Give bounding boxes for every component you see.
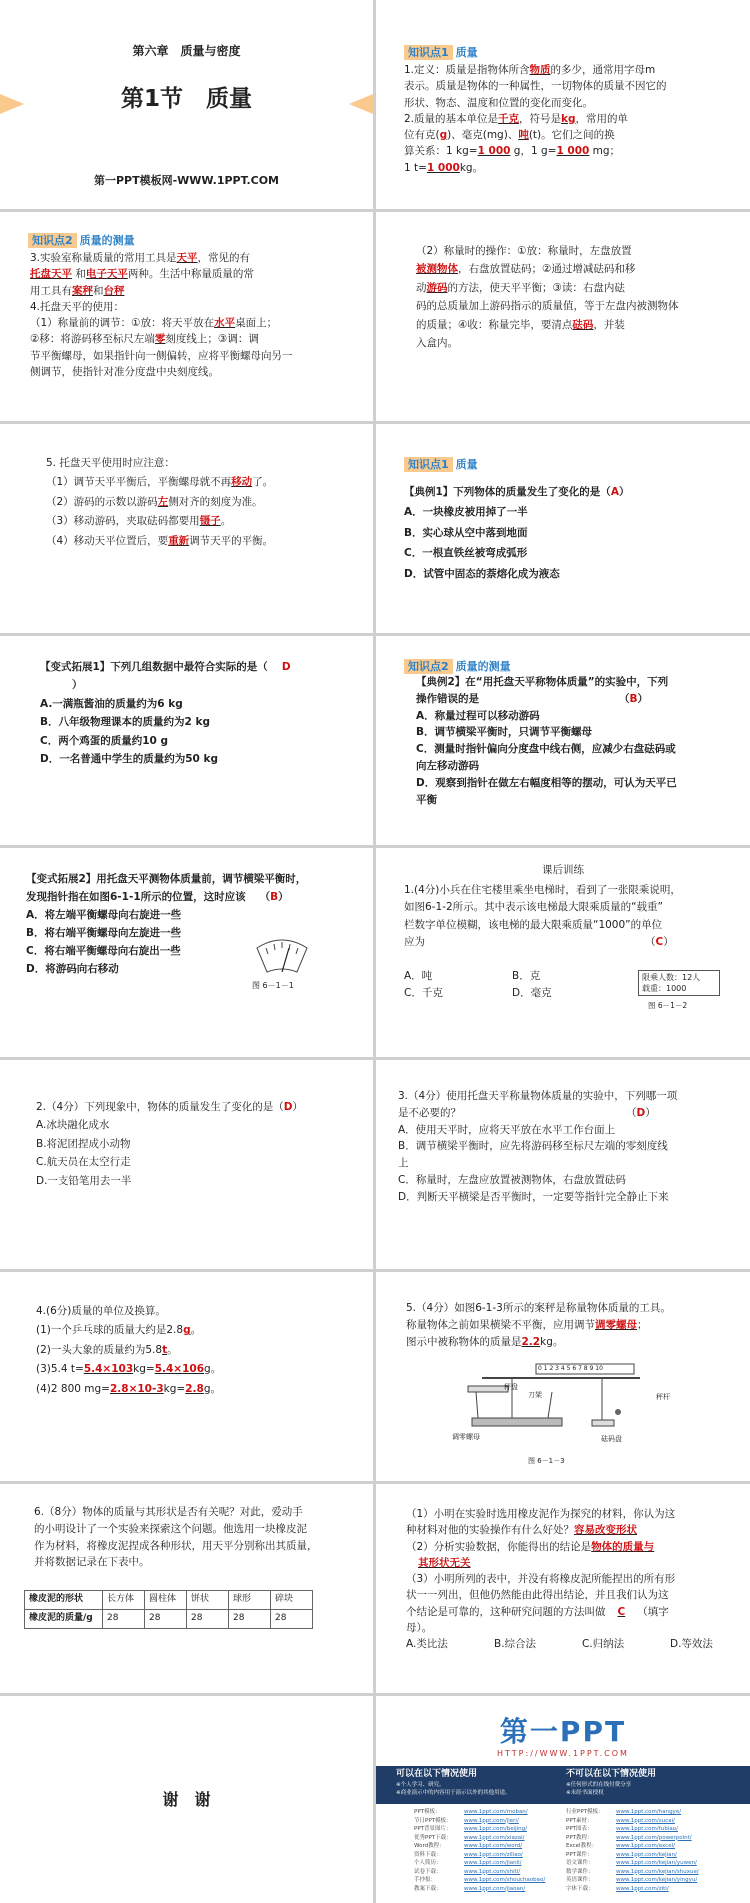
table-header-cell: 碎块: [271, 1591, 313, 1610]
brand-logo: 第一PPT: [499, 1715, 627, 1748]
resource-link-row: [414, 1842, 545, 1851]
tag-label: 知识点1: [404, 45, 453, 60]
clay-data-table: [24, 1590, 313, 1629]
resource-link-row: [414, 1859, 545, 1868]
slide-14-question-5: [376, 1272, 750, 1481]
resource-link[interactable]: www.1ppt.com/kejian/yingyu/: [616, 1877, 698, 1884]
thanks-text: 谢 谢: [162, 1790, 211, 1809]
label-knife-frame: 刀架: [528, 1391, 542, 1399]
resource-label: 资料下载：: [414, 1851, 442, 1858]
label-weight-pan: 砝码盘: [601, 1435, 622, 1443]
resource-link-row: [566, 1825, 699, 1834]
slide-1-cover: [0, 0, 373, 209]
resource-link-row: [414, 1851, 545, 1860]
question-6-subparts: （1）小明在实验时选用橡皮泥作为探究的材料，你认为这 种材料对他的实验操作有什么好处？容易改变形状 （2）分析实验数据，你能得出的结论是物体的质量与 其形状无关 （3）小明所列的表中，并没有将橡皮泥所能捏出的所有形 状一一列出，但他仍然能由此得出结论，并且我们认为这 个结论是可靠的，这种研究问题的方法叫做 C （填字 母）。 A.类比法 B.综合法 C.归纳法 D.等效法: [406, 1508, 713, 1651]
resource-link[interactable]: www.1ppt.com/kejian/yuwen/: [616, 1860, 697, 1867]
tag-subtitle: 质量: [455, 46, 478, 59]
resource-label: 数学课件：: [566, 1868, 594, 1875]
links-right: [566, 1808, 699, 1893]
variant-1-question: 【变式拓展1】下列几组数据中最符合实际的是（ D ） A.一满瓶酱油的质量约为6 kg B．八年级物理课本的质量约为2 kg C．两个鸡蛋的质量约10 g D．一名普通中学生的质量约为50 kg: [40, 661, 291, 765]
slide-12-question-3: [376, 1060, 750, 1269]
knowledge-tag: 知识点2 质量的测量: [28, 232, 135, 249]
resource-link[interactable]: www.1ppt.com/kejian/shuxue/: [616, 1868, 699, 1875]
resource-link-row: [414, 1868, 545, 1877]
table-cell: 28: [271, 1609, 313, 1628]
homework-title: 课后训练: [542, 864, 584, 876]
usage-banner: [376, 1766, 750, 1804]
figure-caption: 图 6－1－1: [252, 981, 294, 990]
question-6-text: 6.（8分）物体的质量与其形状是否有关呢？对此，爱动手 的小明设计了一个实验来探索这个问题。他选用一块橡皮泥 作为材料，将橡皮泥捏成各种形状，用天平分别称出其质量， 并将数据记录在下表中。: [34, 1506, 318, 1569]
table-header-cell: 长方体: [103, 1591, 145, 1610]
slide-4-weighing-steps: [376, 212, 750, 421]
resource-label: Excel教程：: [566, 1843, 598, 1850]
slide-7-variant-1: [0, 636, 373, 845]
table-header-cell: 球形: [229, 1591, 271, 1610]
resource-label: 字体下载：: [566, 1885, 594, 1892]
example-2-question: 【典例2】在“用托盘天平称物体质量”的实验中，下列 操作错误的是 （B） A．称量过程可以移动游码 B．调节横梁平衡时，只调节平衡螺母 C．测量时指针偏向分度盘中线右侧，应减少右盘砝码或 向左移动游码 D．观察到指针在做左右幅度相等的摆动，可认为天平已 平衡: [416, 676, 677, 806]
resource-link-row: [566, 1834, 699, 1843]
definition-text: 1.定义：质量是指物体所含物质的多少，通常用字母m 表示。质量是物体的一种属性，一切物体的质量不因它的 形状、物态、温度和位置的变化而变化。 2.质量的基本单位是千克，符号是kg，常用的单 位有克(g)、毫克(mg)、吨(t)。它们之间的换 算关系：1 kg=1 000 g，1 g=1 000 mg； 1 t=1 000kg。: [404, 64, 667, 174]
resource-link[interactable]: www.1ppt.com/kejian/: [616, 1851, 677, 1858]
question-3-text: 3.（4分）使用托盘天平称量物体质量的实验中，下列哪一项 是不必要的？ （D） A．使用天平时，应将天平放在水平工作台面上 B．调节横梁平衡时，应先将游码移至标尺左端的零刻度线 上 C．称量时，左盘应放置被测物体，右盘放置砝码 D．判断天平横梁是否平衡时，一定要等指针完全静止下来: [398, 1090, 678, 1203]
resource-link-row: [414, 1885, 545, 1894]
table-cell: 28: [103, 1609, 145, 1628]
resource-link[interactable]: www.1ppt.com/moban/: [464, 1809, 528, 1815]
resource-label: PPT教程：: [566, 1834, 593, 1841]
resource-link[interactable]: www.1ppt.com/tubiao/: [616, 1826, 678, 1833]
resource-link[interactable]: www.1ppt.com/jieri/: [464, 1817, 519, 1824]
resource-link-row: [414, 1808, 545, 1817]
table-row: [25, 1609, 313, 1628]
resource-label: PPT素材：: [566, 1817, 593, 1824]
resource-link[interactable]: www.1ppt.com/shouchaobao/: [464, 1877, 546, 1884]
table-header-cell: 圆柱体: [145, 1591, 187, 1610]
resource-link[interactable]: www.1ppt.com/shiti/: [464, 1868, 521, 1875]
resource-link[interactable]: www.1ppt.com/ziti/: [616, 1885, 669, 1892]
resource-label: Word教程：: [414, 1843, 445, 1850]
question-2-text: 2.（4分）下列现象中，物体的质量发生了变化的是（D） A.冰块融化成水 B.将泥团捏成小动物 C.航天员在太空行走 D.一支铅笔用去一半: [36, 1101, 303, 1187]
table-header-cell: 橡皮泥的形状: [25, 1591, 103, 1610]
resource-link-row: [566, 1808, 699, 1817]
slide-11-question-2: [0, 1060, 373, 1269]
slide-17-thanks: [0, 1696, 373, 1903]
resource-label: 节日PPT模板：: [414, 1817, 452, 1824]
label-pan: 秤盘: [504, 1383, 518, 1391]
resource-link-row: [414, 1834, 545, 1843]
table-header-cell: 饼状: [187, 1591, 229, 1610]
resource-link[interactable]: www.1ppt.com/excel/: [616, 1843, 675, 1850]
question-1-options: A．吨 B．克 C．千克 D．毫克: [404, 970, 552, 1000]
resource-label: 语文课件：: [566, 1860, 594, 1867]
slide-3-measuring: [0, 212, 373, 421]
resource-link[interactable]: www.1ppt.com/ziliao/: [464, 1851, 523, 1858]
notes-text: 5. 托盘天平使用时应注意： （1）调节天平平衡后，平衡螺母就不再移动了。 （2）游码的示数以游码左侧对齐的刻度为准。 （3）移动游码，夹取砝码都要用镊子。 （4）移动天平位置后，要重新调节天平的平衡。: [46, 457, 274, 547]
resource-link-row: [414, 1825, 545, 1834]
slide-2-knowledge-mass: [376, 0, 750, 209]
resource-link-row: [566, 1859, 699, 1868]
resource-link-row: [566, 1876, 699, 1885]
resource-link[interactable]: www.1ppt.com/xiazai/: [464, 1834, 525, 1841]
resource-label: PPT背景图片：: [414, 1826, 452, 1833]
slide-6-example-1: [376, 424, 750, 633]
table-cell: 橡皮泥的质量/g: [25, 1609, 103, 1628]
measuring-text: 3.实验室称量质量的常用工具是天平，常见的有 托盘天平 和电子天平两种。生活中称量质量的常 用工具有案秤和台秤 4.托盘天平的使用： （1）称量前的调节：①放：将天平放在水平桌面上； ②移：将游码移至标尺左端零刻度线上；③调：调 节平衡螺母，如果指针向一侧偏转，应将平衡螺母向另一 侧调节，使指针对准分度盘中央刻度线。: [30, 252, 293, 378]
label-zero-nut: 调零螺母: [452, 1433, 480, 1441]
links-left: [414, 1808, 545, 1893]
resource-link[interactable]: www.1ppt.com/word/: [464, 1843, 523, 1850]
slide-16-question-6-cont: [376, 1484, 750, 1693]
beam-scale-label: 0 1 2 3 4 5 6 7 8 9 10: [538, 1365, 603, 1372]
slide-9-variant-2: [0, 848, 373, 1057]
label-beam: 秤杆: [656, 1393, 670, 1401]
resource-label: PPT课件：: [566, 1851, 593, 1858]
resource-label: 英语课件：: [566, 1877, 594, 1884]
pointer-dial-figure: [252, 934, 312, 978]
slide-5-notes: [0, 424, 373, 633]
resource-label: PPT模板：: [414, 1809, 441, 1815]
allowed-list: ※个人学习、研究。 ※商业演示中的内容用于演示以外的其他用途。: [396, 1782, 511, 1797]
slide-8-example-2: [376, 636, 750, 845]
resource-label: 优秀PPT下载：: [414, 1834, 452, 1841]
resource-label: 手抄报：: [414, 1877, 437, 1884]
resource-link-row: [414, 1817, 545, 1826]
resource-link-row: [566, 1817, 699, 1826]
resource-link-row: [414, 1876, 545, 1885]
knowledge-tag: 知识点2 质量的测量: [404, 658, 511, 675]
knowledge-tag: [404, 44, 478, 61]
weighing-text: （2）称量时的操作：①放：称量时，左盘放置 被测物体，右盘放置砝码；②通过增减砝码和移 动游码的方法，使天平平衡；③读：右盘内砝 码的总质量加上游码指示的质量值，等于左盘内被测物体 的质量；④收：称量完毕，要清点砝码，并装 入盒内。: [416, 245, 679, 349]
slide-10-homework-1: [376, 848, 750, 1057]
resource-link-row: [566, 1868, 699, 1877]
question-5-text: 5.（4分）如图6-1-3所示的案秤是称量物体质量的工具。 称量物体之前如果横梁不平衡，应用调节调零螺母； 图示中被称物体的质量是2.2kg。: [406, 1302, 671, 1348]
section-title: 第1节 质量: [120, 86, 252, 112]
resource-label: 个人简历：: [414, 1860, 442, 1867]
table-header-row: [25, 1591, 313, 1610]
knowledge-tag: 知识点1 质量: [404, 456, 478, 473]
resource-link-row: [566, 1885, 699, 1894]
slide-15-question-6: [0, 1484, 373, 1693]
table-cell: 28: [229, 1609, 271, 1628]
resource-link[interactable]: www.1ppt.com/powerpoint/: [616, 1834, 692, 1841]
brand-url: HTTP://WWW.1PPT.COM: [497, 1749, 629, 1758]
question-1-text: 1.(4分)小兵在住宅楼里乘坐电梯时，看到了一张限乘说明， 如图6-1-2所示。其中表示该电梯最大限乘质量的“载重” 栏数字单位模糊，该电梯的最大限乘质量“1000”的单位 应为 （C）: [404, 884, 681, 948]
chapter-title: 第六章 质量与密度: [132, 44, 241, 58]
resource-link[interactable]: www.1ppt.com/sucai/: [616, 1817, 675, 1824]
figure-caption: 图 6－1－2: [648, 1001, 688, 1010]
resource-link[interactable]: www.1ppt.com/beijing/: [464, 1826, 528, 1833]
resource-link[interactable]: www.1ppt.com/jianli/: [464, 1860, 522, 1867]
resource-link[interactable]: www.1ppt.com/hangye/: [616, 1809, 682, 1815]
elevator-sign: 限乘人数：12人 载重：1000: [638, 970, 720, 996]
resource-label: 教案下载：: [414, 1885, 442, 1892]
resource-label: PPT图表：: [566, 1826, 593, 1833]
resource-label: 试卷下载：: [414, 1868, 442, 1875]
forbidden-title: 不可以在以下情况使用: [566, 1769, 657, 1779]
variant-2-question: 【变式拓展2】用托盘天平测物体质量前，调节横梁平衡时， 发现指针指在如图6-1-1所示的位置，这时应该 （B） A．将左端平衡螺母向右旋进一些 B．将右端平衡螺母向左旋进一些 C．将右端平衡螺母向右旋出一些 D．将游码向右移动: [26, 873, 307, 976]
resource-link-row: [566, 1842, 699, 1851]
allowed-title: 可以在以下情况使用: [396, 1769, 478, 1779]
question-4-text: 4.(6分)质量的单位及换算。 (1)一个乒乓球的质量大约是2.8g。 (2)一头大象的质量约为5.8t。 (3)5.4 t=5.4×103kg=5.4×106g。 (4)2 800 mg=2.8×10-3kg=2.8g。: [36, 1305, 222, 1395]
resource-link-row: [566, 1851, 699, 1860]
table-cell: 28: [145, 1609, 187, 1628]
resource-link[interactable]: www.1ppt.com/jiaoan/: [464, 1885, 526, 1892]
table-cell: 28: [187, 1609, 229, 1628]
slide-13-question-4: [0, 1272, 373, 1481]
slide-18-copyright: [376, 1696, 750, 1903]
site-caption: 第一PPT模板网-WWW.1PPT.COM: [93, 174, 280, 187]
forbidden-list: ※任何形式的在线付费分享 ※未经书面授权: [566, 1782, 632, 1797]
example-1-question: 【典例1】下列物体的质量发生了变化的是（A） A．一块橡皮被用掉了一半 B．实心球从空中落到地面 C．一根直铁丝被弯成弧形 D．试管中固态的萘熔化成为液态: [404, 486, 630, 580]
figure-caption: 图 6－1－3: [528, 1457, 565, 1465]
resource-label: 行业PPT模板：: [566, 1809, 604, 1815]
